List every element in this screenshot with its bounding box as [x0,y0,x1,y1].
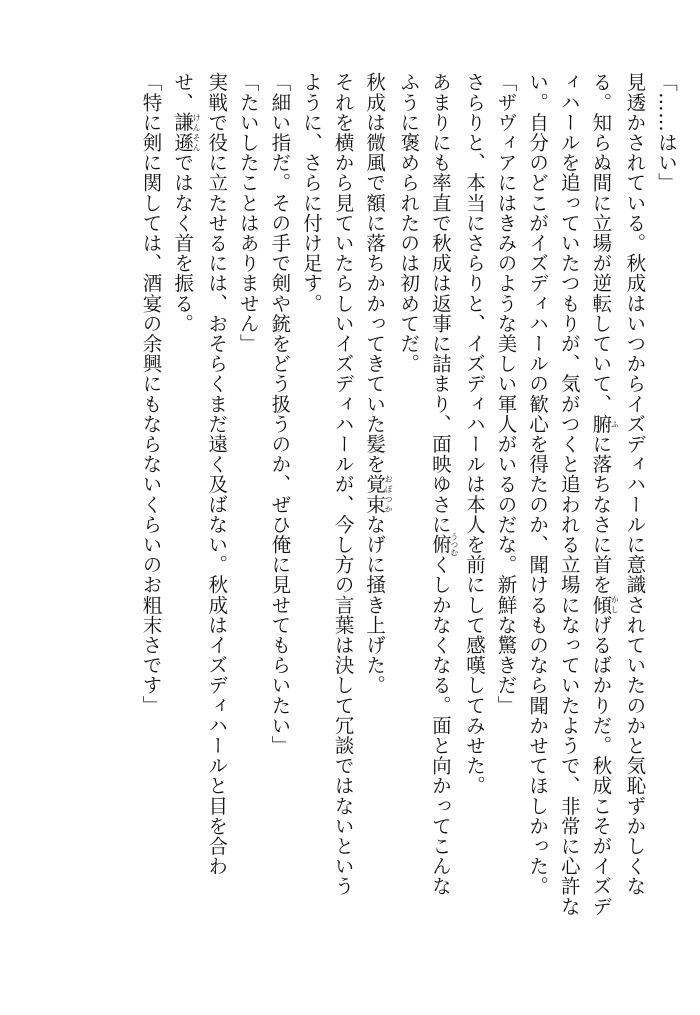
text-run: 「……はい」 [655,72,678,193]
text-line [424,72,458,962]
text-run: 見透かされている。秋成はいつからイズディハールに意識されていたのかと気恥ずかしくな [623,72,647,897]
ruby-reading: うつむ [449,532,459,557]
text-run: 秋成は微風で額に落ちかかってきていた髪を [363,72,387,474]
text-run: 「細い指だ。その手で剣や銃をどう扱うのか、ぜひ俺に見せてもらいたい」 [268,72,292,756]
text-run: それを横から見ていたらしいイズディハールが、今し方の言葉は決して冗談ではないという [331,72,355,897]
ruby-annotation [589,594,620,615]
text-line [167,72,201,962]
ruby-base: 腑 [589,413,613,434]
ruby-reading: おぼつか [384,474,394,515]
text-run: ではなく首を振る。 [171,152,195,334]
text-line [264,72,296,962]
text-run: さらりと、本当にさらりと、イズディハールは本人を前にして感嘆してみせた。 [462,72,486,796]
ruby-base: 覚束 [363,474,387,515]
text-run: ィハールを追っていたつもりが、気がつくと追われる立場になっていたようで、非常に心許な [557,72,581,917]
text-line [295,72,327,962]
text-line [201,72,233,962]
text-run: げるばかりだ。秋成こそがイズデ [589,614,613,917]
text-line [458,72,490,962]
text-line [553,72,585,962]
text-line [490,72,522,962]
text-run: 「ザヴィアにはきみのような美しい軍人がいるのだな。新鮮な驚きだ」 [494,72,518,716]
text-line [585,72,619,962]
text-line [327,72,359,962]
text-line [135,72,167,962]
text-line [650,72,682,962]
vertical-text-body [18,72,682,962]
text-run: る。知らぬ間に立場が逆転していて、 [589,72,613,414]
text-run: 「特に剣に関しては、酒宴の余興にもならないくらいのお粗末さです」 [139,72,163,716]
text-run: あまりにも率直で秋成は返事に詰まり、面映ゆさに [428,72,452,535]
text-run: くしかなくなる。面と向かってこんな [428,554,452,897]
ruby-annotation [428,532,459,557]
text-run: せ、 [171,72,195,113]
text-run: ように、さらに付け足す。 [299,72,323,314]
text-line [619,72,651,962]
ruby-reading: けんそん [192,112,202,153]
text-run: 「たいしたことはありません」 [236,72,260,354]
text-run: なげに掻き上げた。 [363,514,387,696]
ruby-annotation [363,474,394,515]
ruby-base: 俯 [428,532,452,557]
ruby-reading: ふ [610,413,620,434]
text-run: に落ちなさに首を [589,433,613,595]
text-run: 実戦で役に立たせるには、おそらくまだ遠く及ばない。秋成はイズディハールと目を合わ [205,72,229,876]
ruby-reading: かし [610,594,620,615]
ruby-annotation [589,413,620,434]
text-line [359,72,393,962]
text-line [232,72,264,962]
text-run: ふうに褒められたのは初めてだ。 [397,72,421,374]
text-line [522,72,554,962]
ruby-base: 謙遜 [171,112,195,153]
ruby-annotation [171,112,202,153]
text-line [393,72,425,962]
ruby-base: 傾 [589,594,613,615]
text-run: い。自分のどこがイズディハールの歓心を得たのか、聞けるものなら聞かせてほしかった。 [526,72,550,897]
